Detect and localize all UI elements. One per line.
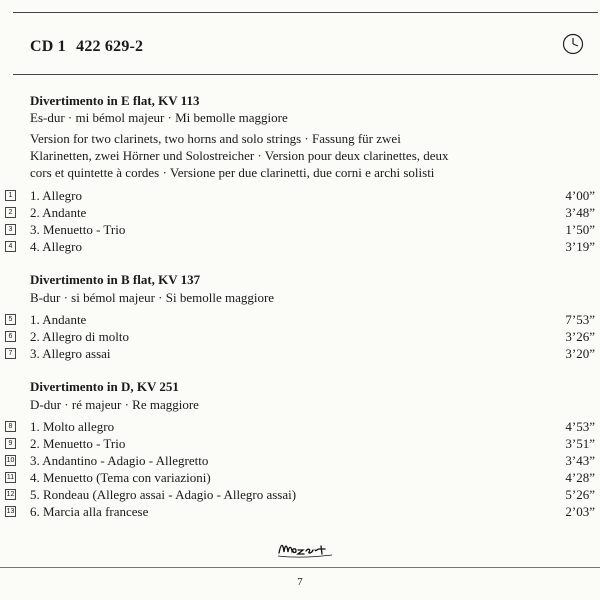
- track-number: 10: [6, 457, 15, 464]
- bottom-rule: [0, 567, 600, 568]
- work-description-line: Version for two clarinets, two horns and solo strings · Fassung für zwei: [30, 131, 401, 146]
- clock-icon: [562, 33, 584, 55]
- work-title: Divertimento in B flat, KV 137: [30, 272, 201, 287]
- track-row: [0, 470, 600, 486]
- track-duration: 2’03”: [565, 504, 595, 519]
- work-keys: B-dur · si bémol majeur · Si bemolle maggiore: [30, 290, 275, 305]
- track-row: [0, 453, 600, 469]
- track-number: 11: [6, 474, 15, 481]
- work-description-line: Klarinetten, zwei Hörner und Solostreicher · Version pour deux clarinettes, deux: [30, 148, 449, 163]
- track-name: 2. Allegro di molto: [30, 329, 129, 344]
- cd-header: [30, 38, 143, 56]
- track-name: 1. Allegro: [30, 188, 82, 203]
- track-name: 4. Menuetto (Tema con variazioni): [30, 470, 211, 485]
- track-row: [0, 312, 600, 328]
- track-duration: 4’00”: [565, 188, 595, 203]
- track-name: 1. Molto allegro: [30, 419, 115, 434]
- page-number: 7: [297, 576, 303, 588]
- track-number: 12: [6, 491, 15, 498]
- track-number: 3: [5, 224, 16, 235]
- track-number: 9: [5, 438, 16, 449]
- track-name: 3. Menuetto - Trio: [30, 222, 126, 237]
- track-duration: 5’26”: [565, 487, 595, 502]
- track-duration: 3’48”: [565, 205, 595, 220]
- top-rule: [13, 12, 598, 13]
- track-number: 4: [5, 241, 16, 252]
- track-number: 1: [5, 190, 16, 201]
- track-row: [0, 239, 600, 255]
- track-name: 5. Rondeau (Allegro assai - Adagio - Allegro assai): [30, 487, 297, 502]
- track-duration: 7’53”: [565, 312, 595, 327]
- track-number: 13: [6, 508, 15, 515]
- work-description-line: cors et quintette à cordes · Versione per due clarinetti, due corni e archi solisti: [30, 165, 435, 180]
- track-duration: 4’28”: [565, 470, 595, 485]
- work-keys: Es-dur · mi bémol majeur · Mi bemolle maggiore: [30, 110, 288, 125]
- track-number: 8: [5, 421, 16, 432]
- track-duration: 3’20”: [565, 346, 595, 361]
- track-duration: 3’26”: [565, 329, 595, 344]
- track-row: [0, 504, 600, 520]
- track-duration: 3’19”: [565, 239, 595, 254]
- track-number: 6: [5, 331, 16, 342]
- mozart-signature: [275, 537, 335, 559]
- track-name: 2. Menuetto - Trio: [30, 436, 126, 451]
- track-number: 5: [5, 314, 16, 325]
- track-name: 6. Marcia alla francese: [30, 504, 149, 519]
- track-duration: 1’50”: [565, 222, 595, 237]
- track-row: [0, 205, 600, 221]
- header-rule: [13, 74, 598, 75]
- track-duration: 4’53”: [565, 419, 595, 434]
- catalog-number: 422 629-2: [76, 38, 144, 55]
- work-keys: D-dur · ré majeur · Re maggiore: [30, 397, 199, 412]
- track-row: [0, 188, 600, 204]
- work-title: Divertimento in D, KV 251: [30, 379, 179, 394]
- track-name: 2. Andante: [30, 205, 87, 220]
- track-number: 7: [5, 348, 16, 359]
- track-name: 1. Andante: [30, 312, 87, 327]
- track-name: 4. Allegro: [30, 239, 82, 254]
- track-row: [0, 436, 600, 452]
- track-row: [0, 329, 600, 345]
- cd-label: CD 1: [30, 38, 66, 55]
- track-number: 2: [5, 207, 16, 218]
- track-name: 3. Andantino - Adagio - Allegretto: [30, 453, 209, 468]
- track-row: [0, 487, 600, 503]
- track-row: [0, 222, 600, 238]
- track-duration: 3’43”: [565, 453, 595, 468]
- track-row: [0, 419, 600, 435]
- track-row: [0, 346, 600, 362]
- track-name: 3. Allegro assai: [30, 346, 111, 361]
- work-title: Divertimento in E flat, KV 113: [30, 93, 200, 108]
- track-duration: 3’51”: [565, 436, 595, 451]
